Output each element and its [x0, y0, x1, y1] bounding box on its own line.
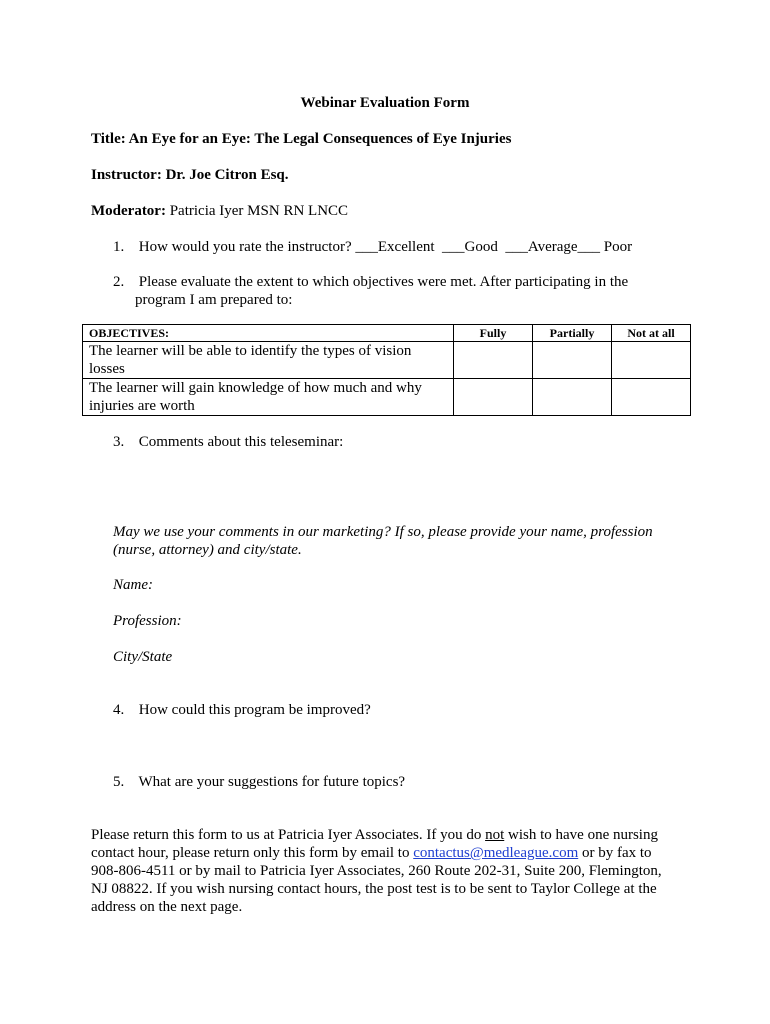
table-row	[83, 342, 691, 379]
question-2-line-1: Please evaluate the extent to which objectives were met. After participating in the	[138, 274, 629, 290]
question-2	[113, 273, 628, 291]
title-value: An Eye for an Eye: The Legal Consequences of Eye Injuries	[128, 131, 512, 147]
question-3	[113, 433, 343, 451]
instructor-label: Instructor:	[91, 167, 162, 183]
question-5-text: What are your suggestions for future topics?	[138, 774, 406, 790]
not-at-all-cell[interactable]	[612, 342, 691, 379]
question-2-number: 2.	[113, 274, 125, 290]
not-emphasis: not	[485, 827, 505, 843]
not-at-all-header: Not at all	[612, 325, 691, 342]
instructions-text: contact hour, please return only this form by email to	[91, 845, 414, 861]
table-row	[83, 379, 691, 416]
instructions-line: 908-806-4511 or by mail to Patricia Iyer Associates, 260 Route 202-31, Suite 200, Flemington,	[91, 863, 662, 879]
city-state-label: City/State	[113, 649, 173, 665]
fully-cell[interactable]	[454, 379, 533, 416]
objective-text-line: losses	[89, 361, 125, 377]
partially-cell[interactable]	[533, 379, 612, 416]
profession-label: Profession:	[113, 613, 182, 629]
question-1-number: 1.	[113, 239, 125, 255]
moderator-value: Patricia Iyer MSN RN LNCC	[169, 203, 349, 219]
question-5-number: 5.	[113, 774, 125, 790]
name-label: Name:	[113, 577, 153, 593]
instructions-text: wish to have one nursing	[504, 827, 658, 843]
objective-text-line: The learner will gain knowledge of how much and why	[89, 380, 422, 396]
question-4	[113, 701, 371, 719]
instructions-line: address on the next page.	[91, 899, 243, 915]
moderator-line	[91, 202, 348, 220]
not-at-all-cell[interactable]	[612, 379, 691, 416]
table-header-row	[83, 325, 691, 342]
question-4-number: 4.	[113, 702, 125, 718]
objectives-header: OBJECTIVES:	[83, 325, 454, 342]
objectives-table	[82, 324, 691, 416]
partially-header: Partially	[533, 325, 612, 342]
question-1-text: How would you rate the instructor?	[138, 239, 352, 255]
title-line	[91, 130, 511, 148]
return-instructions	[91, 826, 711, 916]
marketing-line-2: (nurse, attorney) and city/state.	[113, 542, 302, 558]
instructions-text: Please return this form to us at Patricia Iyer Associates. If you do	[91, 827, 486, 843]
instructions-line	[91, 826, 711, 844]
marketing-line-1: May we use your comments in our marketing? If so, please provide your name, profession	[113, 524, 653, 540]
instructions-line	[91, 844, 711, 862]
form-heading: Webinar Evaluation Form	[300, 95, 470, 111]
fully-header: Fully	[454, 325, 533, 342]
instructions-line: NJ 08822. If you wish nursing contact hours, the post test is to be sent to Taylor College at the	[91, 881, 657, 897]
instructor-value: Dr. Joe Citron Esq.	[165, 167, 289, 183]
question-3-number: 3.	[113, 434, 125, 450]
question-2-line-2: program I am prepared to:	[135, 292, 293, 308]
objective-text-line: injuries are worth	[89, 398, 195, 414]
rating-options[interactable]: ___Excellent ___Good ___Average___ Poor	[355, 239, 633, 255]
question-4-text: How could this program be improved?	[138, 702, 371, 718]
instructor-line	[91, 166, 289, 184]
partially-cell[interactable]	[533, 342, 612, 379]
objective-text-line: The learner will be able to identify the types of vision	[89, 343, 412, 359]
question-3-text: Comments about this teleseminar:	[138, 434, 344, 450]
instructions-text: or by fax to	[578, 845, 652, 861]
objective-cell	[83, 379, 454, 416]
question-1	[113, 238, 632, 256]
question-5	[113, 773, 405, 791]
fully-cell[interactable]	[454, 342, 533, 379]
objective-cell	[83, 342, 454, 379]
email-link[interactable]: contactus@medleague.com	[413, 845, 579, 861]
moderator-label: Moderator:	[91, 203, 166, 219]
title-label: Title:	[91, 131, 126, 147]
